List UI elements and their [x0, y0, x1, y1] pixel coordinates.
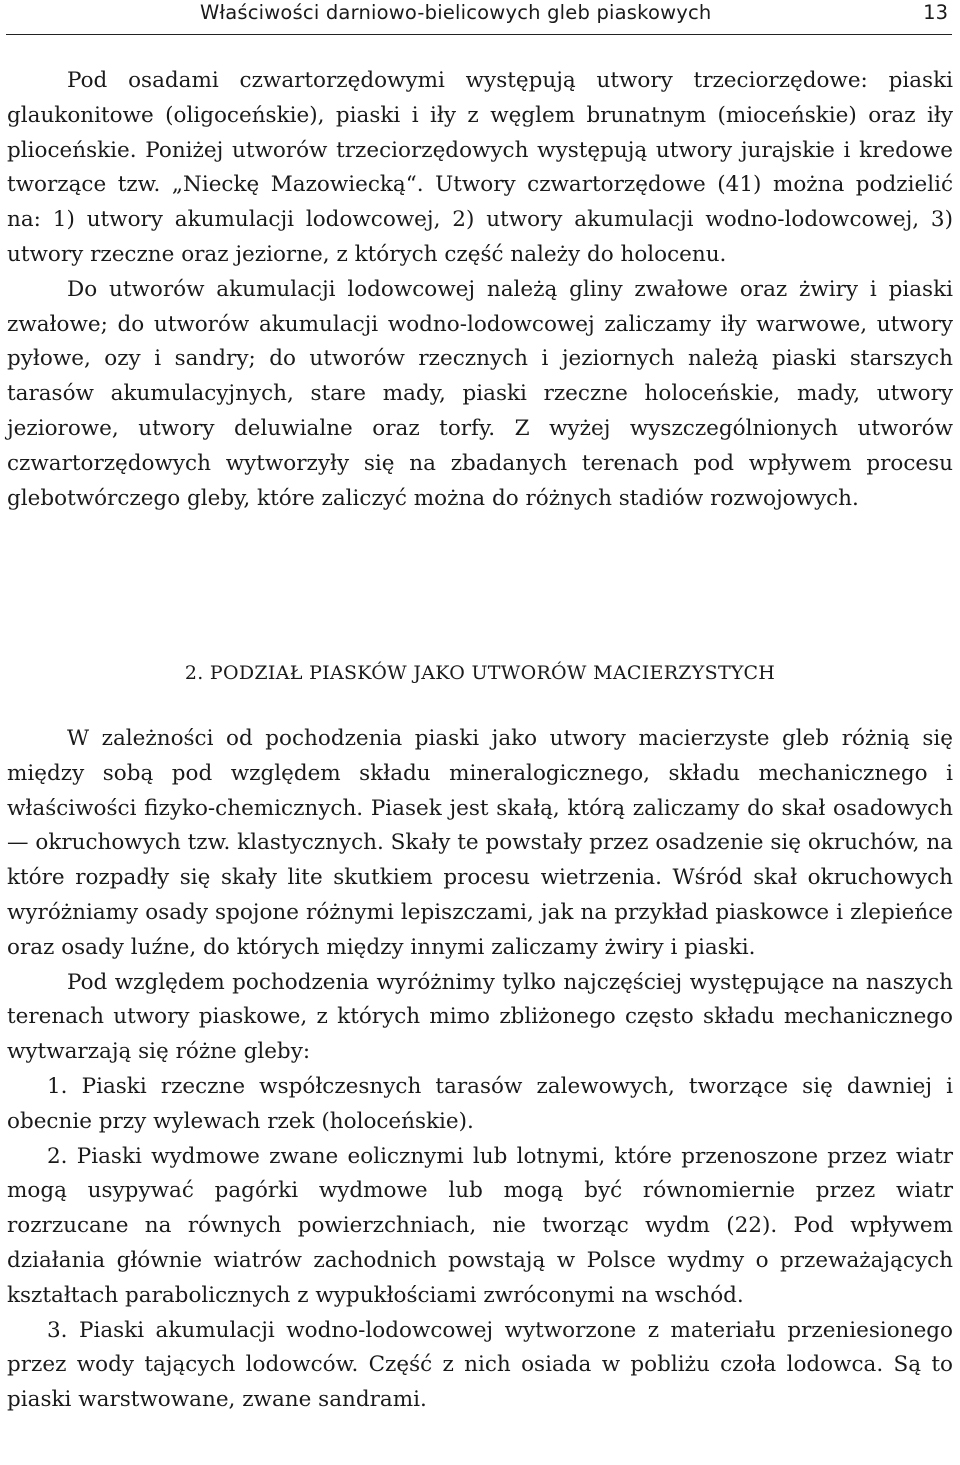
header-rule — [6, 34, 952, 35]
section-heading: 2. PODZIAŁ PIASKÓW JAKO UTWORÓW MACIERZYSTYCH — [184, 662, 776, 684]
list-item: 3. Piaski akumulacji wodno-lodowcowej wytworzone z materiału przeniesionego przez wody tających lodowców. Część z nich osiada w pobliżu czoła lodowca. Są to piaski warstwowane, zwane sandrami. — [7, 1317, 953, 1413]
list-item: 1. Piaski rzeczne współczesnych tarasów zalewowych, tworzące się dawniej i obecnie przy wylewach rzek (holoceńskie). — [7, 1073, 953, 1134]
section-text — [7, 722, 953, 1418]
page-number: 13 — [923, 1, 948, 24]
paragraph: Pod osadami czwartorzędowymi występują utwory trzeciorzędowe: piaski glaukonitowe (oligoceńskie), piaski i iły z węglem brunatnym (mioceńskie) oraz iły plioceńskie. Poniżej utworów trzeciorzędowych występują utwory jurajskie i kredowe tworzące tzw. „Nieckę Mazowiecką“. Utwory czwartorzędowe (41) można podzielić na: 1) utwory akumulacji lodowcowej, 2) utwory akumulacji wodno-lodowcowej, 3) utwory rzeczne oraz jeziorne, z których część należy do holocenu. — [7, 68, 953, 267]
intro-text — [7, 64, 953, 516]
paragraph: Pod względem pochodzenia wyróżnimy tylko najczęściej występujące na naszych terenach utwory piaskowe, z których mimo zbliżonego często składu mechanicznego wytwarzają się różne gleby: — [7, 969, 953, 1065]
paragraph: W zależności od pochodzenia piaski jako utwory macierzyste gleb różnią się między sobą pod względem składu mineralogicznego, składu mechanicznego i właściwości fizyko-chemicznych. Piasek jest skałą, którą zaliczamy do skał osadowych — okruchowych tzw. klastycznych. Skały te powstały przez osadzenie się okruchów, na które rozpadły się skały lite skutkiem procesu wietrzenia. Wśród skał okruchowych wyróżniamy osady spojone różnymi lepiszczami, jak na przykład piaskowce i zlepieńce oraz osady luźne, do których między innymi zaliczamy żwiry i piaski. — [7, 726, 953, 960]
paragraph: Do utworów akumulacji lodowcowej należą gliny zwałowe oraz żwiry i piaski zwałowe; do utworów akumulacji wodno-lodowcowej zaliczamy iły warwowe, utwory pyłowe, ozy i sandry; do utworów rzecznych i jeziornych należą piaski starszych tarasów akumulacyjnych, stare mady, piaski rzeczne holoceńskie, mady, utwory jeziorowe, utwory deluwialne oraz torfy. Z wyżej wyszczególnionych utworów czwartorzędowych wytworzyły się na zbadanych terenach pod wpływem procesu glebotwórczego gleby, które zaliczyć można do różnych stadiów rozwojowych. — [7, 276, 953, 511]
list-item: 2. Piaski wydmowe zwane eolicznymi lub lotnymi, które przenoszone przez wiatr mogą usypywać pagórki wydmowe lub mogą być równomiernie przez wiatr rozrzucane na równych powierzchniach, nie tworząc wydm (22). Pod wpływem działania głównie wiatrów zachodnich powstają w Polsce wydmy o przeważających kształtach parabolicznych z wypukłościami zwróconymi na wschód. — [7, 1143, 953, 1308]
page-header — [0, 0, 960, 34]
running-title: Właściwości darniowo-bielicowych gleb piaskowych — [200, 1, 712, 24]
